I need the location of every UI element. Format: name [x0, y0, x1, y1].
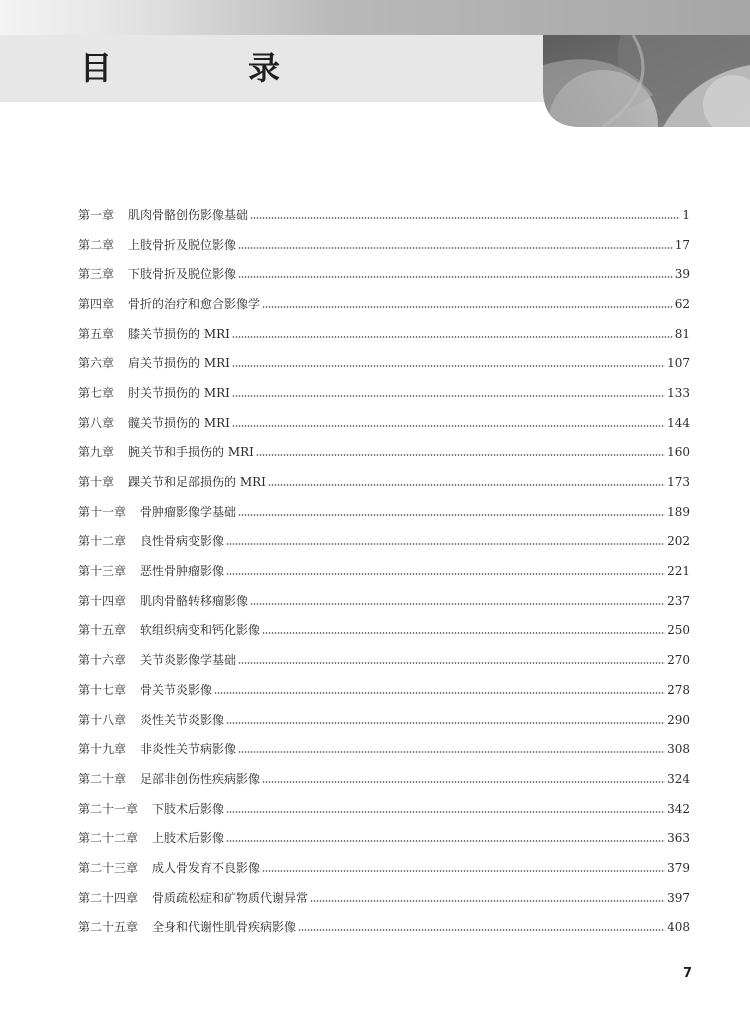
chapter-page-number: 408: [667, 920, 690, 935]
chapter-page-number: 308: [667, 742, 690, 757]
toc-entry[interactable]: [78, 645, 690, 675]
chapter-title: 软组织病变和钙化影像: [140, 623, 261, 638]
chapter-number: 第十七章: [78, 682, 127, 697]
chapter-number: 第二十五章: [78, 920, 139, 935]
toc-entry[interactable]: [78, 675, 690, 705]
chapter-number: 第十九章: [78, 742, 127, 757]
chapter-title: 足部非创伤性疾病影像: [140, 771, 261, 786]
chapter-page-number: 1: [682, 207, 690, 222]
toc-entry[interactable]: [78, 378, 690, 408]
chapter-page-number: 379: [667, 860, 690, 875]
chapter-title: 肘关节损伤的 MRI: [128, 385, 230, 400]
chapter-title: 骨关节炎影像: [140, 682, 213, 697]
chapter-title: 踝关节和足部损伤的 MRI: [128, 475, 266, 490]
toc-entry[interactable]: [78, 764, 690, 794]
dot-leader: [262, 781, 665, 783]
page-title: 目 录: [80, 49, 333, 87]
chapter-title: 骨折的治疗和愈合影像学: [128, 296, 261, 311]
chapter-page-number: 290: [667, 712, 690, 727]
toc-entry[interactable]: [78, 438, 690, 468]
toc-entry[interactable]: [78, 734, 690, 764]
chapter-number: 第十二章: [78, 534, 127, 549]
toc-entry[interactable]: [78, 289, 690, 319]
chapter-number: 第五章: [78, 326, 115, 341]
chapter-page-number: 81: [674, 326, 690, 341]
chapter-number: 第八章: [78, 415, 115, 430]
toc-entry[interactable]: [78, 230, 690, 260]
dot-leader: [226, 573, 665, 575]
chapter-number: 第十五章: [78, 623, 127, 638]
dot-leader: [238, 751, 665, 753]
chapter-page-number: 237: [667, 593, 690, 608]
chapter-title: 肌肉骨骼创伤影像基础: [128, 207, 249, 222]
chapter-number: 第十八章: [78, 712, 127, 727]
dot-leader: [250, 603, 665, 605]
dot-leader: [262, 306, 673, 308]
chapter-number: 第二十三章: [78, 860, 139, 875]
toc-entry[interactable]: [78, 913, 690, 943]
toc-entry[interactable]: [78, 348, 690, 378]
dot-leader: [232, 395, 665, 397]
chapter-page-number: 270: [667, 653, 690, 668]
chapter-page-number: 39: [674, 267, 690, 282]
dot-leader: [232, 425, 665, 427]
chapter-number: 第九章: [78, 445, 115, 460]
chapter-number: 第十六章: [78, 653, 127, 668]
chapter-title: 恶性骨肿瘤影像: [140, 564, 225, 579]
toc-entry[interactable]: [78, 467, 690, 497]
page-number: 7: [682, 966, 692, 981]
chapter-title: 髋关节损伤的 MRI: [128, 415, 230, 430]
chapter-page-number: 17: [674, 237, 690, 252]
dot-leader: [226, 722, 665, 724]
chapter-title: 膝关节损伤的 MRI: [128, 326, 230, 341]
dot-leader: [226, 840, 665, 842]
toc-entry[interactable]: [78, 823, 690, 853]
toc-entry[interactable]: [78, 200, 690, 230]
toc-entry[interactable]: [78, 794, 690, 824]
dot-leader: [238, 247, 673, 249]
chapter-number: 第四章: [78, 296, 115, 311]
toc-entry[interactable]: [78, 319, 690, 349]
toc-entry[interactable]: [78, 616, 690, 646]
table-of-contents: [78, 200, 690, 942]
chapter-number: 第二章: [78, 237, 115, 252]
dot-leader: [226, 543, 665, 545]
chapter-page-number: 278: [667, 682, 690, 697]
chapter-title: 全身和代谢性肌骨疾病影像: [152, 920, 297, 935]
toc-entry[interactable]: [78, 259, 690, 289]
chapter-page-number: 189: [667, 504, 690, 519]
chapter-title: 下肢术后影像: [152, 801, 225, 816]
dot-leader: [238, 662, 665, 664]
chapter-number: 第六章: [78, 356, 115, 371]
chapter-page-number: 173: [667, 475, 690, 490]
chapter-title: 肩关节损伤的 MRI: [128, 356, 230, 371]
dot-leader: [250, 217, 680, 219]
dot-leader: [310, 900, 665, 902]
toc-entry[interactable]: [78, 853, 690, 883]
toc-entry[interactable]: [78, 586, 690, 616]
chapter-page-number: 160: [667, 445, 690, 460]
dot-leader: [238, 514, 665, 516]
chapter-title: 腕关节和手损伤的 MRI: [128, 445, 254, 460]
toc-entry[interactable]: [78, 408, 690, 438]
chapter-title: 骨质疏松症和矿物质代谢异常: [152, 890, 309, 905]
dot-leader: [214, 692, 665, 694]
dot-leader: [262, 870, 665, 872]
chapter-page-number: 107: [667, 356, 690, 371]
dot-leader: [232, 365, 665, 367]
chapter-number: 第十三章: [78, 564, 127, 579]
chapter-title: 炎性关节炎影像: [140, 712, 225, 727]
dot-leader: [298, 929, 665, 931]
chapter-title: 非炎性关节病影像: [140, 742, 237, 757]
chapter-number: 第十四章: [78, 593, 127, 608]
chapter-page-number: 144: [667, 415, 690, 430]
chapter-page-number: 202: [667, 534, 690, 549]
chapter-title: 肌肉骨骼转移瘤影像: [140, 593, 249, 608]
chapter-number: 第十一章: [78, 504, 127, 519]
dot-leader: [262, 632, 665, 634]
chapter-title: 骨肿瘤影像学基础: [140, 504, 237, 519]
chapter-title: 良性骨病变影像: [140, 534, 225, 549]
toc-entry[interactable]: [78, 705, 690, 735]
chapter-number: 第三章: [78, 267, 115, 282]
chapter-number: 第二十章: [78, 771, 127, 786]
chapter-title: 关节炎影像学基础: [140, 653, 237, 668]
chapter-page-number: 62: [674, 296, 690, 311]
chapter-number: 第一章: [78, 207, 115, 222]
dot-leader: [226, 811, 665, 813]
decorative-corner-graphic: [543, 35, 750, 127]
chapter-title: 上肢术后影像: [152, 831, 225, 846]
dot-leader: [232, 336, 673, 338]
chapter-page-number: 342: [667, 801, 690, 816]
chapter-number: 第二十一章: [78, 801, 139, 816]
dot-leader: [256, 454, 665, 456]
chapter-page-number: 250: [667, 623, 690, 638]
chapter-page-number: 133: [667, 385, 690, 400]
toc-entry[interactable]: [78, 527, 690, 557]
dot-leader: [268, 484, 665, 486]
toc-entry[interactable]: [78, 883, 690, 913]
chapter-number: 第二十四章: [78, 890, 139, 905]
toc-entry[interactable]: [78, 556, 690, 586]
chapter-title: 下肢骨折及脱位影像: [128, 267, 237, 282]
toc-entry[interactable]: [78, 497, 690, 527]
chapter-page-number: 324: [667, 771, 690, 786]
chapter-page-number: 363: [667, 831, 690, 846]
chapter-page-number: 221: [667, 564, 690, 579]
chapter-number: 第十章: [78, 475, 115, 490]
chapter-title: 上肢骨折及脱位影像: [128, 237, 237, 252]
chapter-title: 成人骨发育不良影像: [152, 860, 261, 875]
chapter-number: 第七章: [78, 385, 115, 400]
header-gradient-bar: [0, 0, 750, 35]
chapter-page-number: 397: [667, 890, 690, 905]
dot-leader: [238, 276, 673, 278]
chapter-number: 第二十二章: [78, 831, 139, 846]
